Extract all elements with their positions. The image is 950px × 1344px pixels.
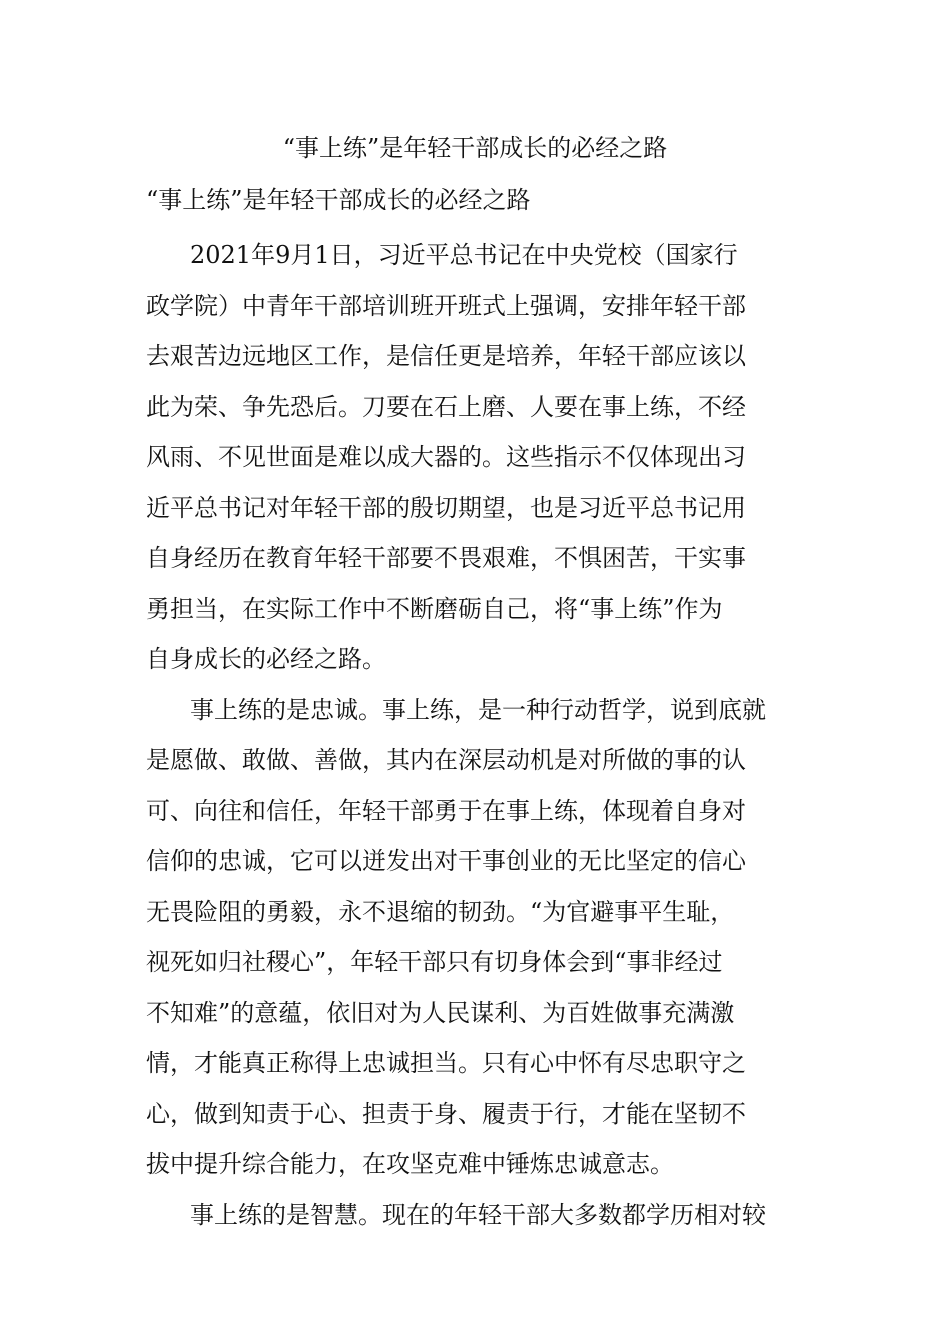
text-line: 事上练的是智慧。现在的年轻干部大多数都学历相对较: [190, 1200, 766, 1229]
document-subtitle: “事上练”是年轻干部成长的必经之路: [146, 186, 531, 214]
text-line: 自身经历在教育年轻干部要不畏艰难，不惧困苦，干实事: [146, 544, 746, 572]
text-line: 情，才能真正称得上忠诚担当。只有心中怀有尽忠职守之: [146, 1049, 746, 1077]
document-title: “事上练”是年轻干部成长的必经之路: [282, 134, 668, 162]
text-line: 心，做到知责于心、担责于身、履责于行，才能在坚韧不: [146, 1099, 746, 1128]
text-line: 风雨、不见世面是难以成大器的。这些指示不仅体现出习: [146, 443, 746, 471]
document-body: [146, 230, 816, 1240]
text-line: 无畏险阻的勇毅，永不退缩的韧劲。“为官避事平生耻，: [146, 897, 735, 926]
text-line: 事上练的是忠诚。事上练，是一种行动哲学，说到底就: [190, 695, 766, 724]
text-line: 自身成长的必经之路。: [146, 645, 386, 673]
text-line: 此为荣、争先恐后。刀要在石上磨、人要在事上练，不经: [146, 392, 746, 421]
paragraph-3: [146, 1190, 816, 1241]
text-line: 拔中提升综合能力，在攻坚克难中锤炼忠诚意志。: [146, 1150, 674, 1178]
text-line: 近平总书记对年轻干部的殷切期望，也是习近平总书记用: [146, 493, 746, 522]
paragraph-1: [146, 230, 816, 685]
text-line: 去艰苦边远地区工作，是信任更是培养，年轻干部应该以: [146, 342, 746, 370]
text-line: 政学院）中青年干部培训班开班式上强调，安排年轻干部: [146, 291, 746, 320]
text-line: 是愿做、敢做、善做，其内在深层动机是对所做的事的认: [146, 746, 746, 774]
text-line: 2021年9月1日，习近平总书记在中央党校（国家行: [190, 241, 738, 269]
text-line: 信仰的忠诚，它可以迸发出对干事创业的无比坚定的信心: [146, 847, 746, 875]
text-line: 勇担当，在实际工作中不断磨砺自己，将“事上练”作为: [146, 594, 723, 623]
text-line: 可、向往和信任，年轻干部勇于在事上练，体现着自身对: [146, 796, 746, 825]
text-line: 视死如归社稷心”，年轻干部只有切身体会到“事非经过: [146, 948, 723, 976]
text-line: 不知难”的意蕴，依旧对为人民谋利、为百姓做事充满激: [146, 998, 735, 1027]
paragraph-2: [146, 685, 816, 1190]
